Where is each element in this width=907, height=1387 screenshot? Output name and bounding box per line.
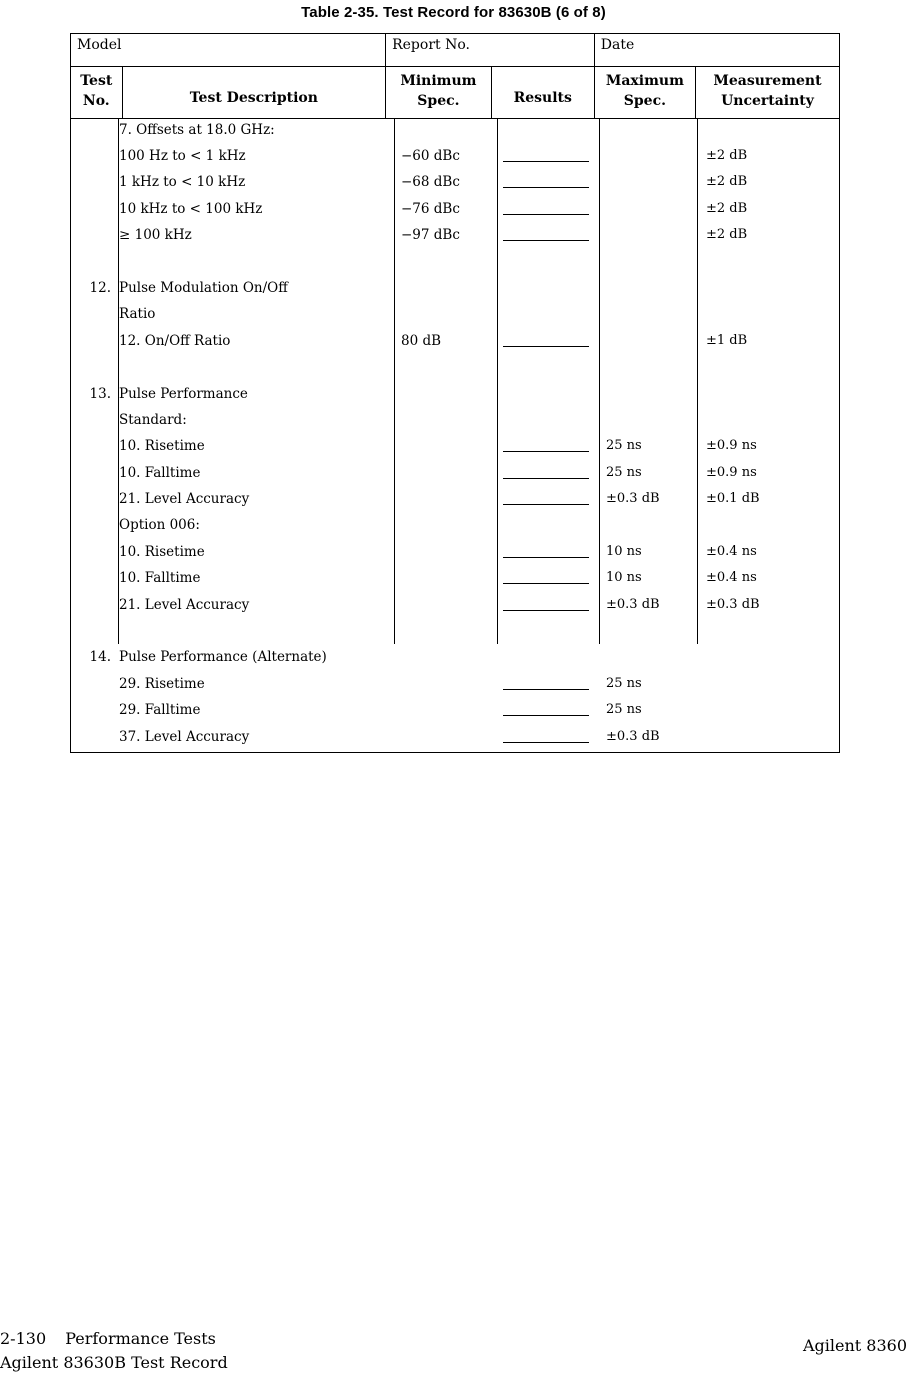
- cell-minimum-spec: [394, 726, 497, 729]
- cell-test-description: Pulse Modulation On/Off: [119, 279, 288, 296]
- cell-test-description: 21. Level Accuracy: [119, 596, 250, 613]
- cell-test-description: Ratio: [119, 306, 156, 323]
- date-field-label: Date: [594, 34, 839, 67]
- cell-minimum-spec: [394, 514, 497, 517]
- cell-test-description: Option 006:: [119, 517, 200, 534]
- cell-minimum-spec: [394, 699, 497, 702]
- cell-results: [497, 514, 599, 517]
- result-entry-blank[interactable]: [503, 597, 589, 611]
- table-row: [71, 251, 839, 277]
- model-field-label: Model: [71, 34, 386, 67]
- column-header-uncertainty-line2: Uncertainty: [721, 93, 814, 110]
- column-header-description: [122, 67, 386, 119]
- cell-maximum-spec: 25 ns: [606, 702, 642, 718]
- cell-maximum-spec: [599, 251, 697, 254]
- cell-measurement-uncertainty: ±0.9 ns: [706, 464, 757, 480]
- cell-results[interactable]: [497, 488, 599, 510]
- cell-minimum-spec: [394, 277, 497, 280]
- cell-measurement-uncertainty: [697, 119, 839, 122]
- cell-maximum-spec: [599, 383, 697, 386]
- table-row: [71, 594, 839, 620]
- cell-measurement-uncertainty: ±0.9 ns: [706, 438, 757, 454]
- result-entry-blank[interactable]: [503, 174, 589, 188]
- cell-maximum-spec: [599, 646, 697, 649]
- cell-test-no: [71, 198, 119, 201]
- footer-section-title: Performance Tests: [65, 1329, 216, 1348]
- cell-results[interactable]: [497, 145, 599, 167]
- cell-test-no: 13.: [89, 385, 111, 402]
- cell-test-description: Standard:: [119, 411, 187, 428]
- cell-test-description: 29. Risetime: [119, 675, 205, 692]
- cell-test-description: 10. Falltime: [119, 570, 201, 587]
- cell-maximum-spec: [599, 145, 697, 148]
- column-header-maximum: [594, 67, 695, 119]
- cell-test-description: 1 kHz to < 10 kHz: [119, 174, 246, 191]
- cell-maximum-spec: 25 ns: [606, 438, 642, 454]
- cell-maximum-spec: [599, 356, 697, 359]
- cell-results[interactable]: [497, 198, 599, 220]
- cell-test-description: 7. Offsets at 18.0 GHz:: [119, 121, 275, 138]
- test-rows: [71, 119, 839, 752]
- cell-test-description: 10. Falltime: [119, 464, 201, 481]
- cell-measurement-uncertainty: ±0.4 ns: [706, 570, 757, 586]
- table-row: [71, 541, 839, 567]
- cell-measurement-uncertainty: ±0.3 dB: [706, 596, 760, 612]
- cell-test-no: [71, 330, 119, 333]
- column-header-description-label: Test Description: [189, 90, 318, 106]
- result-entry-blank[interactable]: [503, 333, 589, 347]
- cell-results: [497, 251, 599, 254]
- table-row: [71, 356, 839, 382]
- cell-maximum-spec: [599, 224, 697, 227]
- cell-test-description: Pulse Performance: [119, 385, 248, 402]
- cell-minimum-spec: [394, 594, 497, 597]
- cell-results[interactable]: [497, 699, 599, 721]
- cell-minimum-spec: −60 dBc: [401, 147, 460, 164]
- cell-test-no: [71, 119, 119, 122]
- cell-test-no: [71, 488, 119, 491]
- cell-minimum-spec: [394, 646, 497, 649]
- cell-test-description: [119, 356, 394, 359]
- result-entry-blank[interactable]: [503, 676, 589, 690]
- cell-test-no: 12.: [89, 279, 111, 296]
- cell-measurement-uncertainty: ±2 dB: [706, 147, 748, 163]
- table-row: [71, 303, 839, 329]
- table-row: [71, 567, 839, 593]
- cell-test-description: [119, 620, 394, 623]
- cell-test-no: [71, 699, 119, 702]
- cell-test-no: [71, 356, 119, 359]
- table-body-row: [71, 118, 840, 752]
- cell-maximum-spec: [599, 303, 697, 306]
- cell-test-no: [71, 171, 119, 174]
- cell-test-description: 10 kHz to < 100 kHz: [119, 200, 263, 217]
- cell-results: [497, 119, 599, 122]
- cell-maximum-spec: 25 ns: [606, 675, 642, 691]
- cell-maximum-spec: 25 ns: [606, 464, 642, 480]
- cell-minimum-spec: −76 dBc: [401, 200, 460, 217]
- result-entry-blank[interactable]: [503, 465, 589, 479]
- cell-measurement-uncertainty: ±0.4 ns: [706, 543, 757, 559]
- cell-maximum-spec: [599, 119, 697, 122]
- cell-results: [497, 303, 599, 306]
- cell-test-no: [71, 620, 119, 623]
- cell-test-no: [71, 673, 119, 676]
- cell-results[interactable]: [497, 726, 599, 748]
- result-entry-blank[interactable]: [503, 702, 589, 716]
- cell-measurement-uncertainty: [697, 277, 839, 280]
- cell-results[interactable]: [497, 541, 599, 563]
- cell-measurement-uncertainty: [697, 383, 839, 386]
- result-entry-blank[interactable]: [503, 148, 589, 162]
- cell-minimum-spec: [394, 119, 497, 122]
- result-entry-blank[interactable]: [503, 227, 589, 241]
- cell-results[interactable]: [497, 224, 599, 246]
- column-header-minimum-line1: Minimum: [400, 73, 477, 89]
- cell-test-no: [71, 541, 119, 544]
- cell-minimum-spec: [394, 356, 497, 359]
- cell-test-no: [71, 224, 119, 227]
- cell-test-description: 100 Hz to < 1 kHz: [119, 147, 246, 164]
- cell-measurement-uncertainty: [697, 620, 839, 623]
- table-body-cell: [71, 118, 840, 752]
- cell-minimum-spec: [394, 462, 497, 465]
- cell-results: [497, 277, 599, 280]
- cell-minimum-spec: −68 dBc: [401, 174, 460, 191]
- table-row: [71, 277, 839, 303]
- result-entry-blank[interactable]: [503, 438, 589, 452]
- column-header-maximum-line2: Spec.: [623, 93, 666, 110]
- footer-page-number: 2-130: [0, 1329, 47, 1348]
- table-row: [71, 620, 839, 646]
- cell-measurement-uncertainty: [697, 409, 839, 412]
- cell-test-description: [119, 251, 394, 254]
- cell-results: [497, 646, 599, 649]
- cell-maximum-spec: ±0.3 dB: [606, 596, 660, 612]
- table-row: [71, 514, 839, 540]
- footer-right: Agilent 8360: [802, 1336, 907, 1355]
- cell-measurement-uncertainty: [697, 303, 839, 306]
- column-header-uncertainty: [695, 67, 839, 119]
- table-row: [71, 224, 839, 250]
- column-header-results-label: Results: [513, 90, 572, 106]
- cell-minimum-spec: −97 dBc: [401, 227, 460, 244]
- cell-results: [497, 356, 599, 359]
- cell-measurement-uncertainty: ±2 dB: [706, 174, 748, 190]
- cell-measurement-uncertainty: ±2 dB: [706, 200, 748, 216]
- cell-measurement-uncertainty: [697, 356, 839, 359]
- cell-results[interactable]: [497, 462, 599, 484]
- cell-test-description: 37. Level Accuracy: [119, 728, 250, 745]
- cell-maximum-spec: [599, 277, 697, 280]
- column-header-maximum-line1: Maximum: [605, 73, 684, 89]
- cell-test-no: [71, 594, 119, 597]
- test-record-table: [70, 33, 840, 753]
- table-row: [71, 726, 839, 752]
- cell-test-no: 14.: [89, 649, 111, 666]
- cell-measurement-uncertainty: [697, 699, 839, 702]
- result-entry-blank[interactable]: [503, 491, 589, 505]
- table-row: [71, 435, 839, 461]
- cell-minimum-spec: [394, 409, 497, 412]
- cell-results: [497, 620, 599, 623]
- cell-test-description: ≥ 100 kHz: [119, 227, 192, 244]
- table-header-row: [71, 34, 840, 67]
- table-row: [71, 171, 839, 197]
- table-row: [71, 383, 839, 409]
- cell-test-description: 10. Risetime: [119, 543, 205, 560]
- column-header-test-no-line2: No.: [82, 93, 110, 110]
- table-row: [71, 119, 839, 145]
- cell-test-no: [71, 435, 119, 438]
- cell-measurement-uncertainty: ±2 dB: [706, 227, 748, 243]
- table-caption: Table 2-35. Test Record for 83630B (6 of 8): [301, 4, 606, 21]
- table-row: [71, 330, 839, 356]
- cell-test-description: Pulse Performance (Alternate): [119, 649, 327, 666]
- cell-minimum-spec: [394, 251, 497, 254]
- cell-results[interactable]: [497, 171, 599, 193]
- column-header-test-no: [71, 67, 123, 119]
- table-row: [71, 198, 839, 224]
- cell-measurement-uncertainty: [697, 514, 839, 517]
- table-row: [71, 673, 839, 699]
- table-row: [71, 699, 839, 725]
- column-header-minimum-line2: Spec.: [417, 93, 460, 110]
- cell-maximum-spec: ±0.3 dB: [606, 728, 660, 744]
- cell-minimum-spec: 80 dB: [401, 332, 442, 349]
- cell-measurement-uncertainty: [697, 726, 839, 729]
- cell-test-no: [71, 462, 119, 465]
- cell-minimum-spec: [394, 673, 497, 676]
- cell-results: [497, 409, 599, 412]
- cell-test-no: [71, 303, 119, 306]
- column-header-row: [71, 67, 840, 119]
- cell-measurement-uncertainty: ±1 dB: [706, 332, 748, 348]
- cell-minimum-spec: [394, 567, 497, 570]
- cell-minimum-spec: [394, 541, 497, 544]
- cell-minimum-spec: [394, 620, 497, 623]
- table-row: [71, 462, 839, 488]
- result-entry-blank[interactable]: [503, 729, 589, 743]
- cell-maximum-spec: [599, 171, 697, 174]
- cell-minimum-spec: [394, 383, 497, 386]
- footer-subtitle: Agilent 83630B Test Record: [0, 1353, 228, 1372]
- cell-results: [497, 383, 599, 386]
- result-entry-blank[interactable]: [503, 201, 589, 215]
- footer-left: [0, 1327, 228, 1375]
- cell-maximum-spec: 10 ns: [606, 570, 642, 586]
- cell-minimum-spec: [394, 488, 497, 491]
- cell-results[interactable]: [497, 594, 599, 616]
- cell-maximum-spec: [599, 409, 697, 412]
- table-row: [71, 409, 839, 435]
- column-header-minimum: [386, 67, 492, 119]
- cell-results[interactable]: [497, 435, 599, 457]
- cell-maximum-spec: ±0.3 dB: [606, 491, 660, 507]
- column-header-results: [491, 67, 594, 119]
- table-row: [71, 488, 839, 514]
- cell-test-no: [71, 409, 119, 412]
- cell-results[interactable]: [497, 567, 599, 589]
- cell-maximum-spec: 10 ns: [606, 543, 642, 559]
- cell-minimum-spec: [394, 303, 497, 306]
- column-header-test-no-line1: Test: [80, 73, 113, 89]
- cell-results[interactable]: [497, 673, 599, 695]
- cell-test-no: [71, 251, 119, 254]
- cell-test-no: [71, 726, 119, 729]
- cell-test-description: 10. Risetime: [119, 438, 205, 455]
- result-entry-blank[interactable]: [503, 570, 589, 584]
- table-row: [71, 145, 839, 171]
- cell-test-description: 21. Level Accuracy: [119, 491, 250, 508]
- cell-measurement-uncertainty: [697, 646, 839, 649]
- cell-test-no: [71, 514, 119, 517]
- column-header-uncertainty-line1: Measurement: [713, 73, 822, 89]
- cell-measurement-uncertainty: ±0.1 dB: [706, 491, 760, 507]
- cell-measurement-uncertainty: [697, 251, 839, 254]
- cell-test-description: 12. On/Off Ratio: [119, 332, 231, 349]
- cell-maximum-spec: [599, 620, 697, 623]
- cell-test-no: [71, 567, 119, 570]
- cell-minimum-spec: [394, 435, 497, 438]
- report-no-field-label: Report No.: [386, 34, 595, 67]
- cell-maximum-spec: [599, 514, 697, 517]
- cell-test-description: 29. Falltime: [119, 702, 201, 719]
- cell-maximum-spec: [599, 330, 697, 333]
- result-entry-blank[interactable]: [503, 544, 589, 558]
- cell-test-no: [71, 145, 119, 148]
- cell-results[interactable]: [497, 330, 599, 352]
- cell-maximum-spec: [599, 198, 697, 201]
- cell-measurement-uncertainty: [697, 673, 839, 676]
- table-row: [71, 646, 839, 672]
